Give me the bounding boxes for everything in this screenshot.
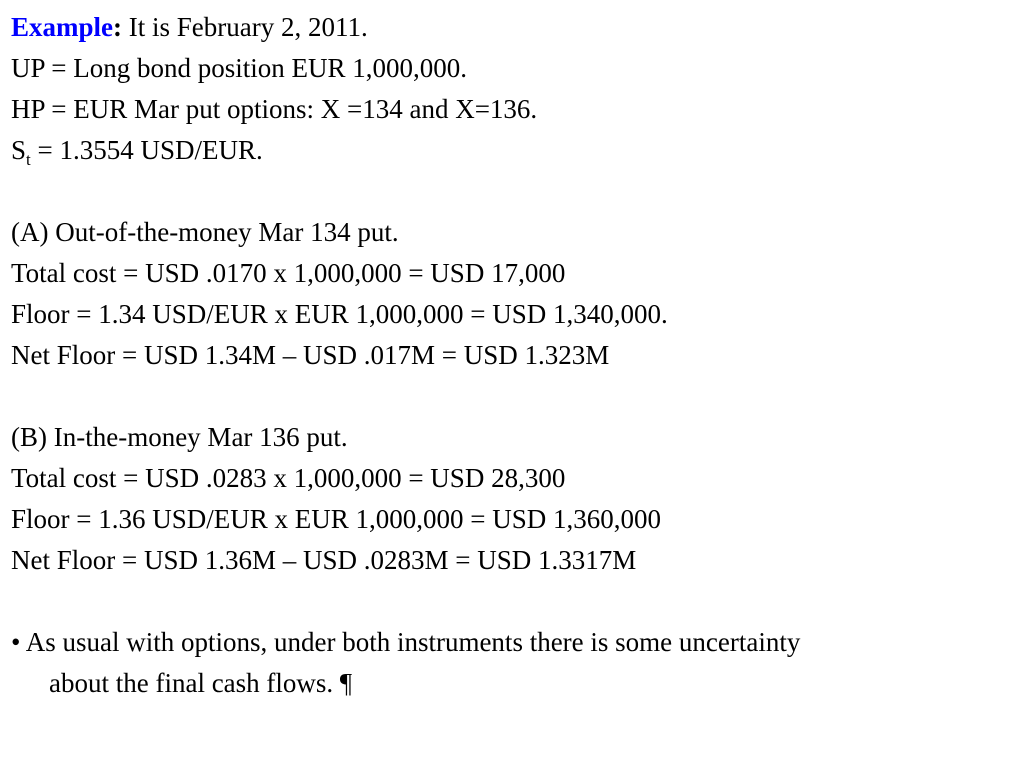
- slide-content: [11, 7, 1021, 704]
- example-header: [11, 7, 1021, 48]
- case-b-title: (B) In-the-money Mar 136 put.: [11, 422, 348, 452]
- spot-rate-line: [11, 130, 1021, 171]
- bullet-icon: •: [11, 627, 21, 657]
- example-date: It is February 2, 2011.: [122, 12, 368, 42]
- case-b-total-cost: Total cost = USD .0283 x 1,000,000 = USD 28,300: [11, 463, 566, 493]
- case-a-title: (A) Out-of-the-money Mar 134 put.: [11, 217, 399, 247]
- example-colon: :: [113, 12, 123, 42]
- note-text-line2: about the final cash flows. ¶: [49, 668, 353, 698]
- spacer: [11, 171, 1021, 212]
- spot-subscript: t: [26, 150, 31, 169]
- note-text-line1: As usual with options, under both instruments there is some uncertainty: [20, 627, 801, 657]
- underlying-position-line: UP = Long bond position EUR 1,000,000.: [11, 53, 467, 83]
- hedge-position-line: HP = EUR Mar put options: X =134 and X=136.: [11, 94, 538, 124]
- spot-value: = 1.3554 USD/EUR.: [30, 135, 263, 165]
- spacer: [11, 581, 1021, 622]
- case-a-total-cost: Total cost = USD .0170 x 1,000,000 = USD 17,000: [11, 258, 566, 288]
- case-a-floor: Floor = 1.34 USD/EUR x EUR 1,000,000 = USD 1,340,000.: [11, 299, 668, 329]
- case-b-floor: Floor = 1.36 USD/EUR x EUR 1,000,000 = USD 1,360,000: [11, 504, 661, 534]
- spot-symbol: S: [11, 135, 27, 165]
- spacer: [11, 376, 1021, 417]
- note-bullet-line: [11, 622, 1021, 663]
- example-keyword: Example: [11, 12, 114, 42]
- case-b-net-floor: Net Floor = USD 1.36M – USD .0283M = USD 1.3317M: [11, 545, 637, 575]
- case-a-net-floor: Net Floor = USD 1.34M – USD .017M = USD 1.323M: [11, 340, 610, 370]
